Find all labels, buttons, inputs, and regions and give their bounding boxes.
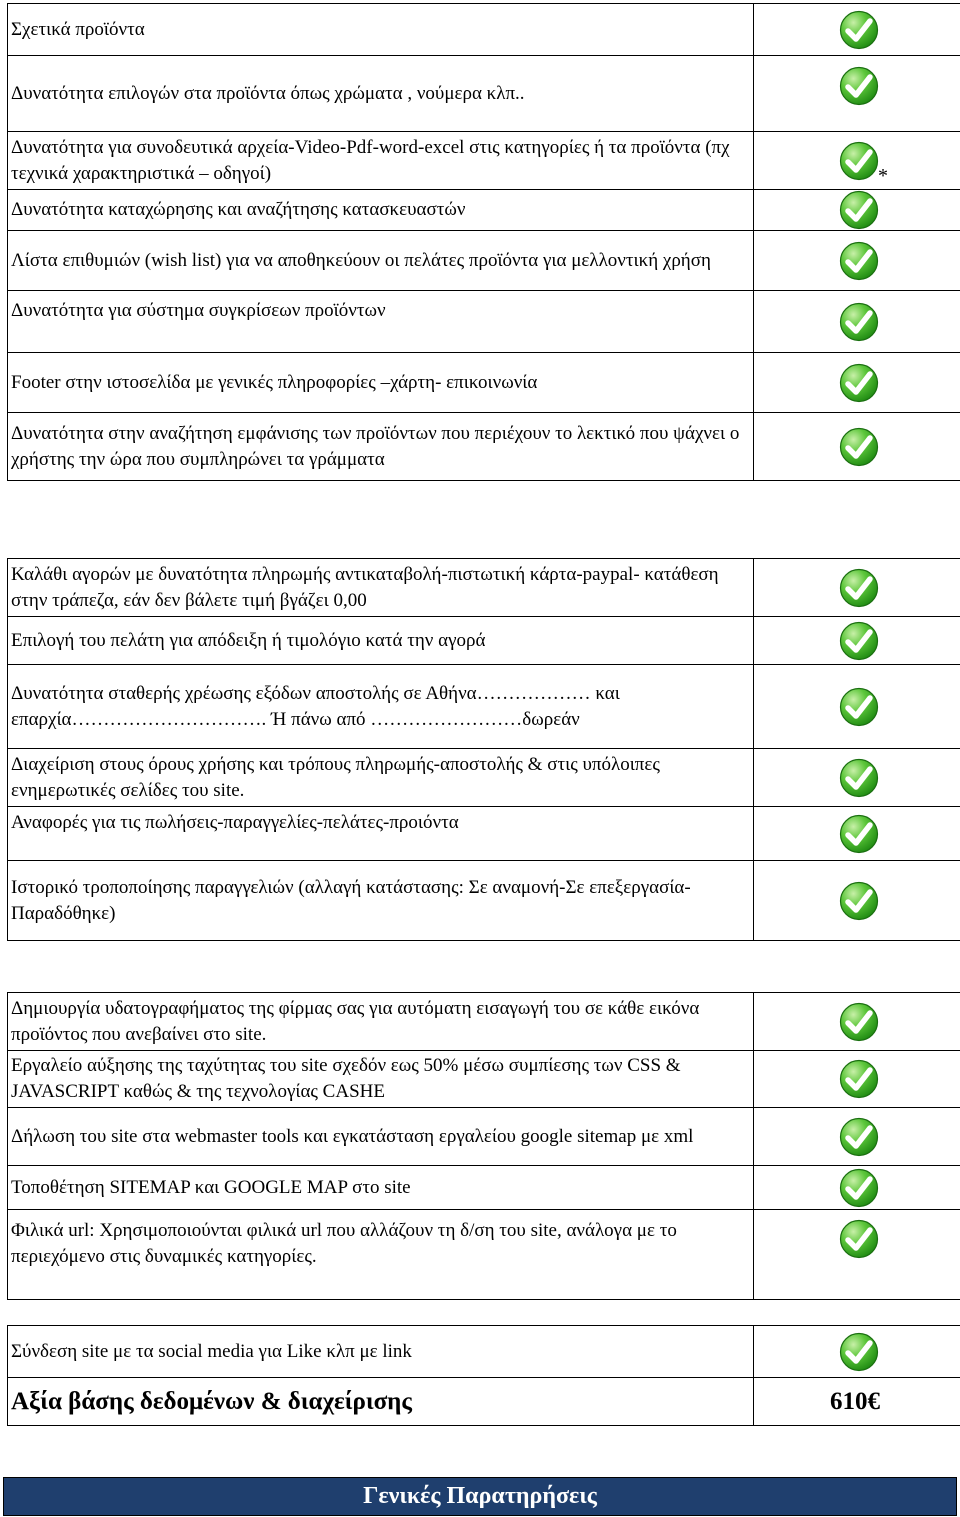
feature-text: Λίστα επιθυμιών (wish list) για να αποθηκεύουν οι πελάτες προϊόντα για μελλοντική χρήση: [8, 231, 754, 291]
feature-text: Δήλωση του site στα webmaster tools και εγκατάσταση εργαλείου google sitemap με xml: [8, 1108, 754, 1166]
green-check-icon: [839, 881, 879, 921]
feature-row: [8, 1210, 960, 1300]
feature-row: [8, 665, 960, 749]
check-cell: [754, 1051, 960, 1108]
green-check-icon: [839, 1002, 879, 1042]
feature-row: [8, 190, 960, 231]
total-label: Αξία βάσης δεδομένων & διαχείρισης: [8, 1378, 754, 1426]
feature-text: Δυνατότητα στην αναζήτηση εμφάνισης των προϊόντων που περιέχουν το λεκτικό που ψάχνει ο χρήστης την ώρα που συμπληρώνει τα γράμματα: [8, 413, 754, 481]
feature-text: Footer στην ιστοσελίδα με γενικές πληροφορίες –χάρτη- επικοινωνία: [8, 353, 754, 413]
green-check-icon: [839, 10, 879, 50]
features-table-4: [7, 1325, 960, 1426]
check-cell: [754, 132, 960, 190]
feature-row: [8, 861, 960, 941]
check-cell: [754, 1326, 960, 1378]
green-check-icon: [839, 687, 879, 727]
check-cell: [754, 807, 960, 861]
feature-text: Φιλικά url: Χρησιμοποιούνται φιλικά url που αλλάζουν τη δ/ση του site, ανάλογα με το περιεχόμενο στις δυναμικές κατηγορίες.: [8, 1210, 754, 1300]
feature-text: Σχετικά προϊόντα: [8, 4, 754, 56]
feature-text: Τοποθέτηση SITEMAP και GOOGLE MAP στο site: [8, 1166, 754, 1210]
feature-row: [8, 749, 960, 807]
feature-text: Δυνατότητα σταθερής χρέωσης εξόδων αποστολής σε Αθήνα……………… και επαρχία…………………………. Ή πάνω από ……………………δωρεάν: [8, 665, 754, 749]
feature-row: [8, 617, 960, 665]
feature-row: [8, 413, 960, 481]
check-cell: [754, 1210, 960, 1300]
total-price: 610€: [754, 1378, 960, 1426]
green-check-icon: [839, 66, 879, 106]
green-check-icon: [839, 621, 879, 661]
green-check-icon: [839, 241, 879, 281]
green-check-icon: [839, 190, 879, 230]
check-cell: [754, 749, 960, 807]
feature-text: Αναφορές για τις πωλήσεις-παραγγελίες-πελάτες-προιόντα: [8, 807, 754, 861]
green-check-icon: [839, 1219, 879, 1259]
feature-text: Δημιουργία υδατογραφήματος της φίρμας σας για αυτόματη εισαγωγή του σε κάθε εικόνα προϊόντος που ανεβαίνει στο site.: [8, 993, 754, 1051]
feature-text: Διαχείριση στους όρους χρήσης και τρόπους πληρωμής-αποστολής & στις υπόλοιπες ενημερωτικές σελίδες του site.: [8, 749, 754, 807]
feature-row: [8, 1326, 960, 1378]
features-table-1: [7, 3, 960, 481]
feature-text: Καλάθι αγορών με δυνατότητα πληρωμής αντικαταβολή-πιστωτική κάρτα-paypal- κατάθεση στην τράπεζα, εάν δεν βάλετε τιμή βγάζει 0,00: [8, 559, 754, 617]
feature-row: [8, 132, 960, 190]
green-check-icon: [839, 568, 879, 608]
check-cell: [754, 413, 960, 481]
check-cell: [754, 617, 960, 665]
features-table-2: [7, 558, 960, 941]
feature-text: Ιστορικό τροποποίησης παραγγελιών (αλλαγή κατάστασης: Σε αναμονή-Σε επεξεργασία-Παραδόθηκε): [8, 861, 754, 941]
feature-text: Δυνατότητα καταχώρησης και αναζήτησης κατασκευαστών: [8, 190, 754, 231]
feature-row: [8, 559, 960, 617]
green-check-icon: [839, 758, 879, 798]
general-remarks-banner: Γενικές Παρατηρήσεις: [3, 1477, 957, 1516]
green-check-icon: [839, 1168, 879, 1208]
check-cell: [754, 861, 960, 941]
asterisk-note: *: [878, 165, 888, 187]
feature-row: [8, 1108, 960, 1166]
check-cell: [754, 190, 960, 231]
feature-row: [8, 231, 960, 291]
check-cell: [754, 56, 960, 132]
feature-row: [8, 1166, 960, 1210]
feature-text: Δυνατότητα επιλογών στα προϊόντα όπως χρώματα , νούμερα κλπ..: [8, 56, 754, 132]
green-check-icon: [839, 363, 879, 403]
feature-text: Δυνατότητα για σύστημα συγκρίσεων προϊόντων: [8, 291, 754, 353]
check-cell: [754, 231, 960, 291]
features-table-3: [7, 992, 960, 1300]
green-check-icon: [839, 302, 879, 342]
green-check-icon: [839, 1332, 879, 1372]
check-cell: [754, 559, 960, 617]
green-check-icon: [839, 1059, 879, 1099]
check-cell: [754, 1108, 960, 1166]
feature-text: Σύνδεση site με τα social media για Like κλπ με link: [8, 1326, 754, 1378]
feature-text: Επιλογή του πελάτη για απόδειξη ή τιμολόγιο κατά την αγορά: [8, 617, 754, 665]
green-check-icon: [839, 1117, 879, 1157]
total-row: [8, 1378, 960, 1426]
feature-row: [8, 1051, 960, 1108]
green-check-icon: [839, 427, 879, 467]
check-cell: [754, 291, 960, 353]
feature-row: [8, 56, 960, 132]
green-check-icon: [839, 141, 879, 181]
feature-row: [8, 4, 960, 56]
feature-row: [8, 353, 960, 413]
feature-row: [8, 993, 960, 1051]
check-cell: [754, 4, 960, 56]
feature-text: Εργαλείο αύξησης της ταχύτητας του site σχεδόν εως 50% μέσω συμπίεσης των CSS & JAVASCRIPT καθώς & της τεχνολογίας CASHE: [8, 1051, 754, 1108]
feature-text: Δυνατότητα για συνοδευτικά αρχεία-Video-Pdf-word-excel στις κατηγορίες ή τα προϊόντα (πχ τεχνικά χαρακτηριστικά – οδηγοί): [8, 132, 754, 190]
check-cell: [754, 993, 960, 1051]
green-check-icon: [839, 814, 879, 854]
check-cell: [754, 353, 960, 413]
check-cell: [754, 1166, 960, 1210]
check-cell: [754, 665, 960, 749]
feature-row: [8, 291, 960, 353]
feature-row: [8, 807, 960, 861]
